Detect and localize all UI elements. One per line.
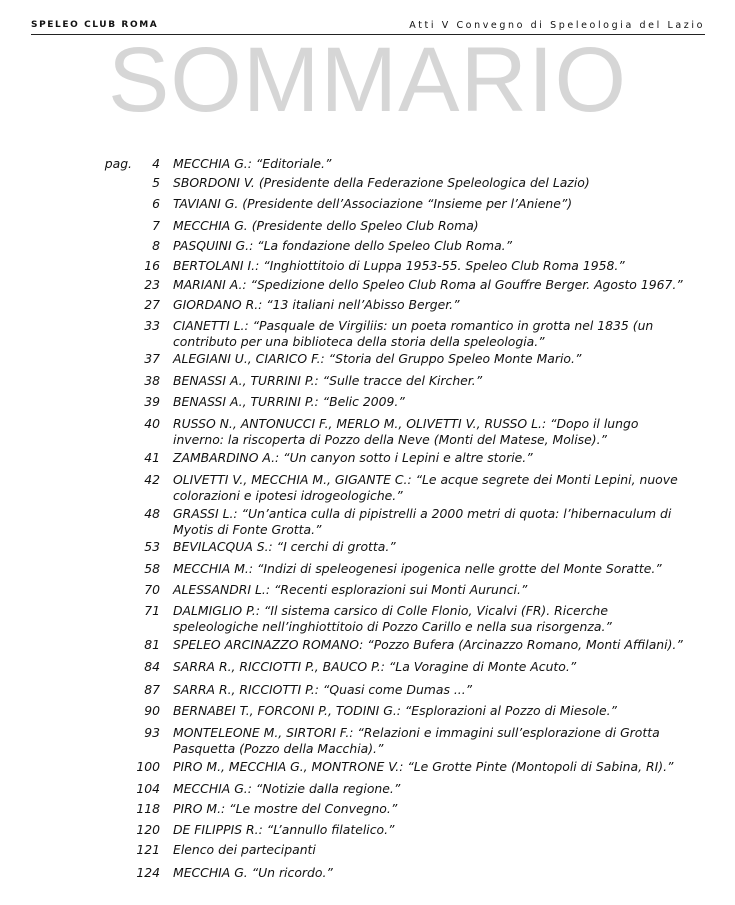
toc-page-number: 93 xyxy=(144,725,160,740)
toc-page-number: 121 xyxy=(136,842,160,857)
toc-page-number: 70 xyxy=(144,582,160,597)
toc-page-number: 27 xyxy=(144,297,160,312)
toc-page-number: 48 xyxy=(144,506,160,521)
toc-entry-text: OLIVETTI V., MECCHIA M., GIGANTE C.: “Le acque segrete dei Monti Lepini, nuove colorazioni e ipotesi idrogeologiche.” xyxy=(173,472,678,503)
toc-entry-text: GIORDANO R.: “13 italiani nell’Abisso Berger.” xyxy=(173,297,460,312)
toc-entry-text: TAVIANI G. (Presidente dell’Associazione “Insieme per l’Aniene”) xyxy=(173,196,573,211)
toc-page-number: 120 xyxy=(136,822,160,837)
toc-entry-text: MECCHIA G. (Presidente dello Speleo Club Roma) xyxy=(173,218,479,233)
toc-page-number: 118 xyxy=(136,801,160,816)
toc-entry-text: PASQUINI G.: “La fondazione dello Speleo Club Roma.” xyxy=(173,238,513,253)
toc-entry-text: ALEGIANI U., CIARICO F.: “Storia del Gruppo Speleo Monte Mario.” xyxy=(173,351,582,366)
toc-entry-text: PIRO M., MECCHIA G., MONTRONE V.: “Le Grotte Pinte (Montopoli di Sabina, RI).” xyxy=(173,759,674,774)
toc-page-number: 16 xyxy=(144,258,160,273)
toc-entry-text: PIRO M.: “Le mostre del Convegno.” xyxy=(173,801,398,816)
toc-entry-text: SARRA R., RICCIOTTI P.: “Quasi come Dumas ...” xyxy=(173,682,473,697)
toc-entry-text: SARRA R., RICCIOTTI P., BAUCO P.: “La Voragine di Monte Acuto.” xyxy=(173,659,577,674)
toc-entry-text: BENASSI A., TURRINI P.: “Belic 2009.” xyxy=(173,394,405,409)
toc-page-number: 81 xyxy=(144,637,160,652)
toc-entry-text: BERNABEI T., FORCONI P., TODINI G.: “Esplorazioni al Pozzo di Miesole.” xyxy=(173,703,617,718)
toc-entry-text: MONTELEONE M., SIRTORI F.: “Relazioni e immagini sull’esplorazione di Grotta Pasquetta (Pozzo della Macchia).” xyxy=(173,725,660,756)
toc-entry-text: MECCHIA G. “Un ricordo.” xyxy=(173,865,333,880)
page-label: pag. xyxy=(104,156,132,171)
toc-entry-text: MARIANI A.: “Spedizione dello Speleo Club Roma al Gouffre Berger. Agosto 1967.” xyxy=(173,277,683,292)
toc-page-number: 38 xyxy=(144,373,160,388)
toc-entry-text: RUSSO N., ANTONUCCI F., MERLO M., OLIVETTI V., RUSSO L.: “Dopo il lungo inverno: la riscoperta di Pozzo della Neve (Monti del Matese, Molise).” xyxy=(173,416,639,447)
toc-page-number: 5 xyxy=(152,175,160,190)
toc-entry-text: BEVILACQUA S.: “I cerchi di grotta.” xyxy=(173,539,396,554)
toc-entry-text: MECCHIA G.: “Editoriale.” xyxy=(173,156,332,171)
toc-page-number: 8 xyxy=(152,238,160,253)
toc-page-number: 4 xyxy=(152,156,160,171)
toc-entry-text: ZAMBARDINO A.: “Un canyon sotto i Lepini e altre storie.” xyxy=(173,450,533,465)
page-title: SOMMARIO xyxy=(107,29,628,131)
toc-entry-text: GRASSI L.: “Un’antica culla di pipistrelli a 2000 metri di quota: l’hibernaculum di Myotis di Fonte Grotta.” xyxy=(173,506,672,537)
toc-entry-text: DE FILIPPIS R.: “L’annullo filatelico.” xyxy=(173,822,395,837)
toc-page-number: 104 xyxy=(136,781,160,796)
toc-page-number: 23 xyxy=(144,277,160,292)
toc-page-number: 58 xyxy=(144,561,160,576)
header-publisher: SPELEO CLUB ROMA xyxy=(31,20,159,30)
toc-page-number: 90 xyxy=(144,703,160,718)
toc-entry-text: CIANETTI L.: “Pasquale de Virgiliis: un poeta romantico in grotta nel 1835 (un contributo per una biblioteca della storia della speleologia.” xyxy=(173,318,654,349)
header-proceedings-title: Atti V Convegno di Speleologia del Lazio xyxy=(409,20,705,31)
toc-page-number: 6 xyxy=(152,196,160,211)
toc-entry-text: DALMIGLIO P.: “Il sistema carsico di Colle Flonio, Vicalvi (FR). Ricerche speleologiche nell’inghiottitoio di Pozzo Carillo e nella sua risorgenza.” xyxy=(173,603,612,634)
toc-page-number: 42 xyxy=(144,472,160,487)
toc-page-number: 39 xyxy=(144,394,160,409)
toc-page-number: 87 xyxy=(144,682,160,697)
toc-entry-text: SBORDONI V. (Presidente della Federazione Speleologica del Lazio) xyxy=(173,175,590,190)
toc-page-number: 84 xyxy=(144,659,160,674)
toc-entry-text: MECCHIA M.: “Indizi di speleogenesi ipogenica nelle grotte del Monte Soratte.” xyxy=(173,561,662,576)
toc-page-number: 37 xyxy=(144,351,160,366)
toc-entry-text: SPELEO ARCINAZZO ROMANO: “Pozzo Bufera (Arcinazzo Romano, Monti Affilani).” xyxy=(173,637,683,652)
toc-page-number: 124 xyxy=(136,865,160,880)
toc-page-number: 41 xyxy=(144,450,160,465)
toc-page-number: 71 xyxy=(144,603,160,618)
toc-entry-text: Elenco dei partecipanti xyxy=(173,842,316,857)
toc-entry-text: MECCHIA G.: “Notizie dalla regione.” xyxy=(173,781,401,796)
toc-page-number: 40 xyxy=(144,416,160,431)
toc-page-number: 7 xyxy=(152,218,160,233)
toc-page-number: 53 xyxy=(144,539,160,554)
toc-entry-text: ALESSANDRI L.: “Recenti esplorazioni sui Monti Aurunci.” xyxy=(173,582,528,597)
toc-page-number: 100 xyxy=(136,759,160,774)
toc-entry-text: BENASSI A., TURRINI P.: “Sulle tracce del Kircher.” xyxy=(173,373,483,388)
toc-page-number: 33 xyxy=(144,318,160,333)
toc-entry-text: BERTOLANI I.: “Inghiottitoio di Luppa 1953-55. Speleo Club Roma 1958.” xyxy=(173,258,625,273)
